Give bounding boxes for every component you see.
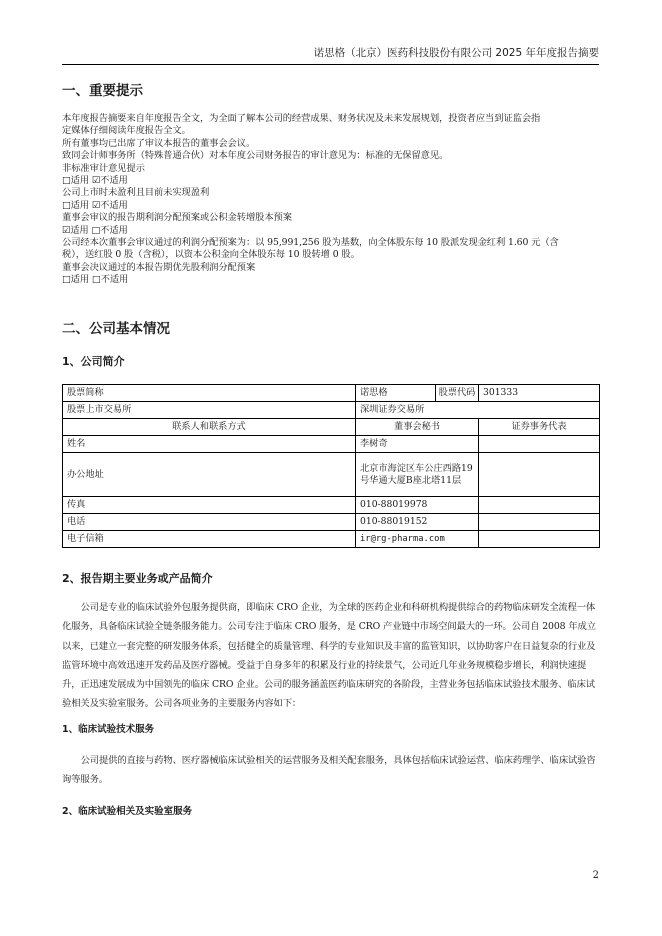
table-row [63,436,600,453]
notice-line: 本年度报告摘要来自年度报告全文，为全面了解本公司的经营成果、财务状况及未来发展规划，投资者应当到证监会指 [62,113,541,124]
notice-line: 非标准审计意见提示 [62,162,145,174]
rep-fax [479,497,600,514]
notice-line: 公司上市时未盈利且目前未实现盈利 [62,187,210,199]
secretary-fax: 010-88019978 [356,497,479,514]
table-row [63,453,600,497]
notice-line: 所有董事均已出席了审议本报告的董事会会议。 [62,137,256,149]
business-intro-paragraph: 公司是专业的临床试验外包服务提供商，即临床 CRO 企业，为全球的医药企业和科研机构提供综合的药物临床研发全流程一体化服务，具备临床试验全链条服务能力。公司专注于临床 CRO 服务，是 CRO 产业链中市场空间最大的一环。公司自 2008 年成立以来，已建立一套完整的研发服务体系，包括健全的质量管理、科学的专业知识及丰富的监管知识，以协助客户在日益复杂的行业及监管环境中高效迅速开发药品及医疗器械。受益于自身多年的积累及行业的持续景气，公司近几年业务规模稳步增长，利润快速提升，正迅速发展成为中国领先的临床 CRO 企业。公司的服务涵盖医药临床研究的各阶段，主营业务包括临床试验技术服务、临床试验相关及实验室服务。公司各项业务的主要服务内容如下： [62,602,596,710]
header-rule [62,64,599,65]
running-header: 诺思格（北京）医药科技股份有限公司 2025 年年度报告摘要 [313,47,599,59]
section-important-notice-title: 一、重要提示 [62,83,143,99]
notice-line: 董事会审议的报告期利润分配预案或公积金转增股本预案 [62,212,292,224]
clinical-lab-services-title: 2、临床试验相关及实验室服务 [62,806,193,817]
email-label: 电子信箱 [63,531,356,548]
table-row [63,402,600,419]
table-row [63,514,600,531]
rep-email [479,531,600,548]
notice-line: 董事会决议通过的本报告期优先股利润分配预案 [62,261,256,273]
table-row [63,497,600,514]
contact-header: 联系人和联系方式 [63,419,356,436]
business-intro-title: 2、报告期主要业务或产品简介 [62,572,213,585]
company-profile-title: 1、公司简介 [62,355,125,368]
securities-rep-header: 证券事务代表 [479,419,600,436]
phone-label: 电话 [63,514,356,531]
secretary-email: ir@rg-pharma.com [356,531,479,548]
secretary-phone: 010-88019152 [356,514,479,531]
clinical-trial-tech-title: 1、临床试验技术服务 [62,724,155,735]
notice-line: 公司经本次董事会审议通过的利润分配预案为：以 95,991,256 股为基数，向全体股东每 10 股派发现金红利 1.60 元（含 [62,237,559,249]
checkbox-line: ☑适用 □不适用 [62,224,128,236]
address-label: 办公地址 [63,453,356,497]
section-company-basic-title: 二、公司基本情况 [62,321,170,337]
clinical-trial-tech-paragraph: 公司提供的直接与药物、医疗器械临床试验相关的运营服务及相关配套服务，具体包括临床试验运营、临床药理学、临床试验咨询等服务。 [62,755,596,786]
secretary-address: 北京市海淀区车公庄西路19号华通大厦B座北塔11层 [356,453,479,497]
fax-label: 传真 [63,497,356,514]
rep-address [479,453,600,497]
stock-code-label: 股票代码 [436,385,479,402]
name-label: 姓名 [63,436,356,453]
page-number: 2 [592,870,599,881]
table-row [63,385,600,402]
stock-short-name-label: 股票简称 [63,385,356,402]
table-row [63,531,600,548]
checkbox-line: □适用 ☑不适用 [62,175,128,187]
secretary-name: 李树奇 [356,436,479,453]
secretary-header: 董事会秘书 [356,419,479,436]
stock-short-name-value: 诺思格 [356,385,436,402]
checkbox-line: □适用 □不适用 [62,274,129,286]
notice-line: 定媒体仔细阅读年度报告全文。 [62,125,191,137]
table-row [63,419,600,436]
notice-line: 致同会计师事务所（特殊普通合伙）对本年度公司财务报告的审计意见为：标准的无保留意见。 [62,150,449,162]
rep-phone [479,514,600,531]
notice-line: 税），送红股 0 股（含税），以资本公积金向全体股东每 10 股转增 0 股。 [62,249,360,261]
exchange-value: 深圳证券交易所 [356,402,600,419]
company-profile-table [62,384,600,548]
important-notice-body [62,113,599,287]
rep-name [479,436,600,453]
checkbox-line: □适用 ☑不适用 [62,199,128,211]
exchange-label: 股票上市交易所 [63,402,356,419]
stock-code-value: 301333 [479,385,600,402]
